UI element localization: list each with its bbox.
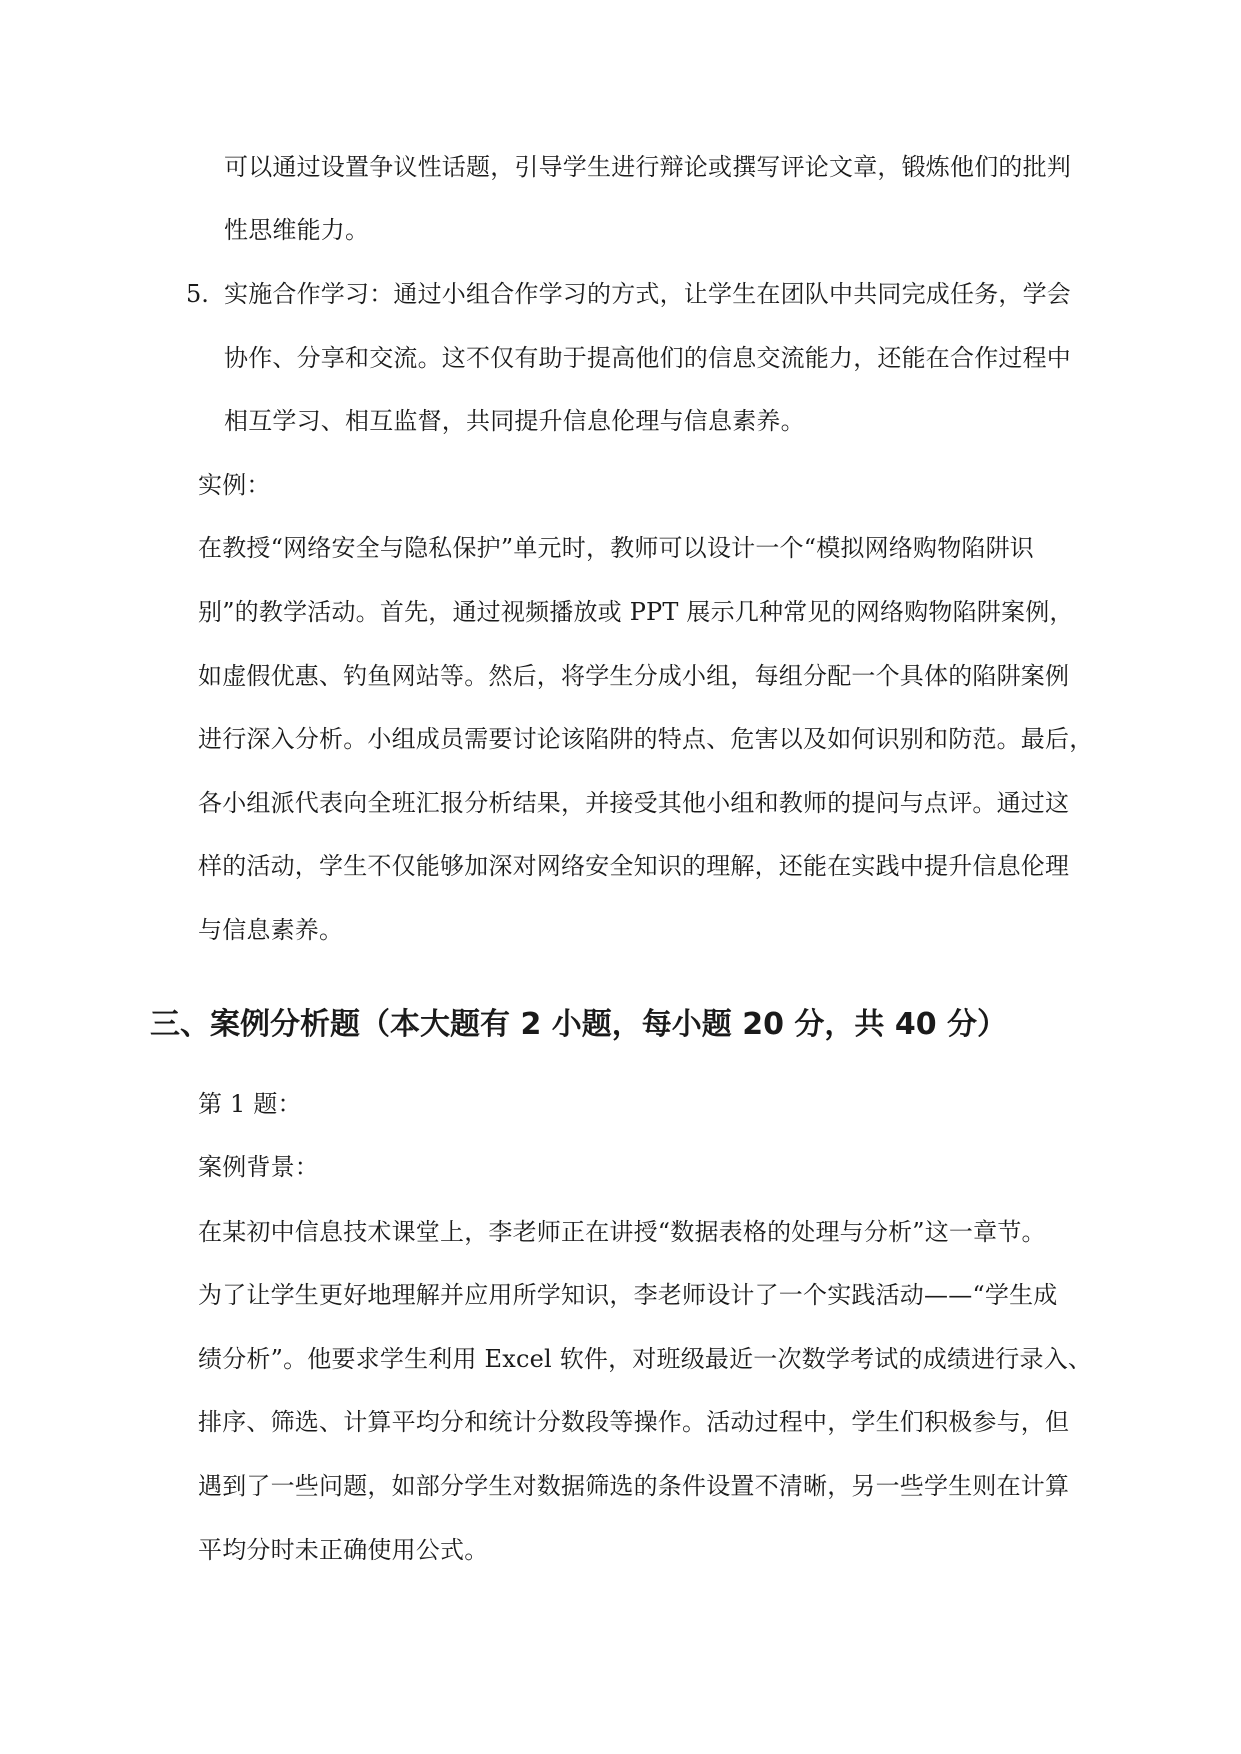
example-label: 实例：: [198, 471, 271, 499]
item5-line-3: 相互学习、相互监督，共同提升信息伦理与信息素养。: [224, 407, 805, 435]
example-line-3: 如虚假优惠、钓鱼网站等。然后，将学生分成小组，每组分配一个具体的陷阱案例: [198, 662, 1070, 690]
continuation-line-2: 性思维能力。: [224, 216, 370, 244]
case-line-3: 绩分析”。他要求学生利用 Excel 软件，对班级最近一次数学考试的成绩进行录入、: [198, 1345, 1093, 1373]
case-line-2: 为了让学生更好地理解并应用所学知识，李老师设计了一个实践活动——“学生成: [198, 1281, 1058, 1309]
case-line-5: 遇到了一些问题，如部分学生对数据筛选的条件设置不清晰，另一些学生则在计算: [198, 1472, 1070, 1500]
case-background-label: 案例背景：: [198, 1153, 319, 1181]
example-line-4: 进行深入分析。小组成员需要讨论该陷阱的特点、危害以及如何识别和防范。最后，: [198, 725, 1094, 753]
question-label: 第 1 题：: [198, 1090, 302, 1118]
example-line-2: 别”的教学活动。首先，通过视频播放或 PPT 展示几种常见的网络购物陷阱案例，: [198, 598, 1074, 626]
list-number-5: 5.: [186, 280, 209, 308]
item5-line-2: 协作、分享和交流。这不仅有助于提高他们的信息交流能力，还能在合作过程中: [224, 344, 1071, 372]
example-line-6: 样的活动，学生不仅能够加深对网络安全知识的理解，还能在实践中提升信息伦理: [198, 852, 1070, 880]
example-line-7: 与信息素养。: [198, 916, 344, 944]
case-line-4: 排序、筛选、计算平均分和统计分数段等操作。活动过程中，学生们积极参与，但: [198, 1408, 1070, 1436]
item5-line-1: 实施合作学习：通过小组合作学习的方式，让学生在团队中共同完成任务，学会: [224, 280, 1071, 308]
continuation-line-1: 可以通过设置争议性话题，引导学生进行辩论或撰写评论文章，锻炼他们的批判: [224, 153, 1071, 181]
example-line-1: 在教授“网络安全与隐私保护”单元时，教师可以设计一个“模拟网络购物陷阱识: [198, 534, 1035, 562]
case-line-1: 在某初中信息技术课堂上，李老师正在讲授“数据表格的处理与分析”这一章节。: [198, 1218, 1046, 1246]
case-line-6: 平均分时未正确使用公式。: [198, 1536, 489, 1564]
section-heading: 三、案例分析题（本大题有 2 小题，每小题 20 分，共 40 分）: [150, 1007, 1008, 1042]
example-line-5: 各小组派代表向全班汇报分析结果，并接受其他小组和教师的提问与点评。通过这: [198, 789, 1070, 817]
